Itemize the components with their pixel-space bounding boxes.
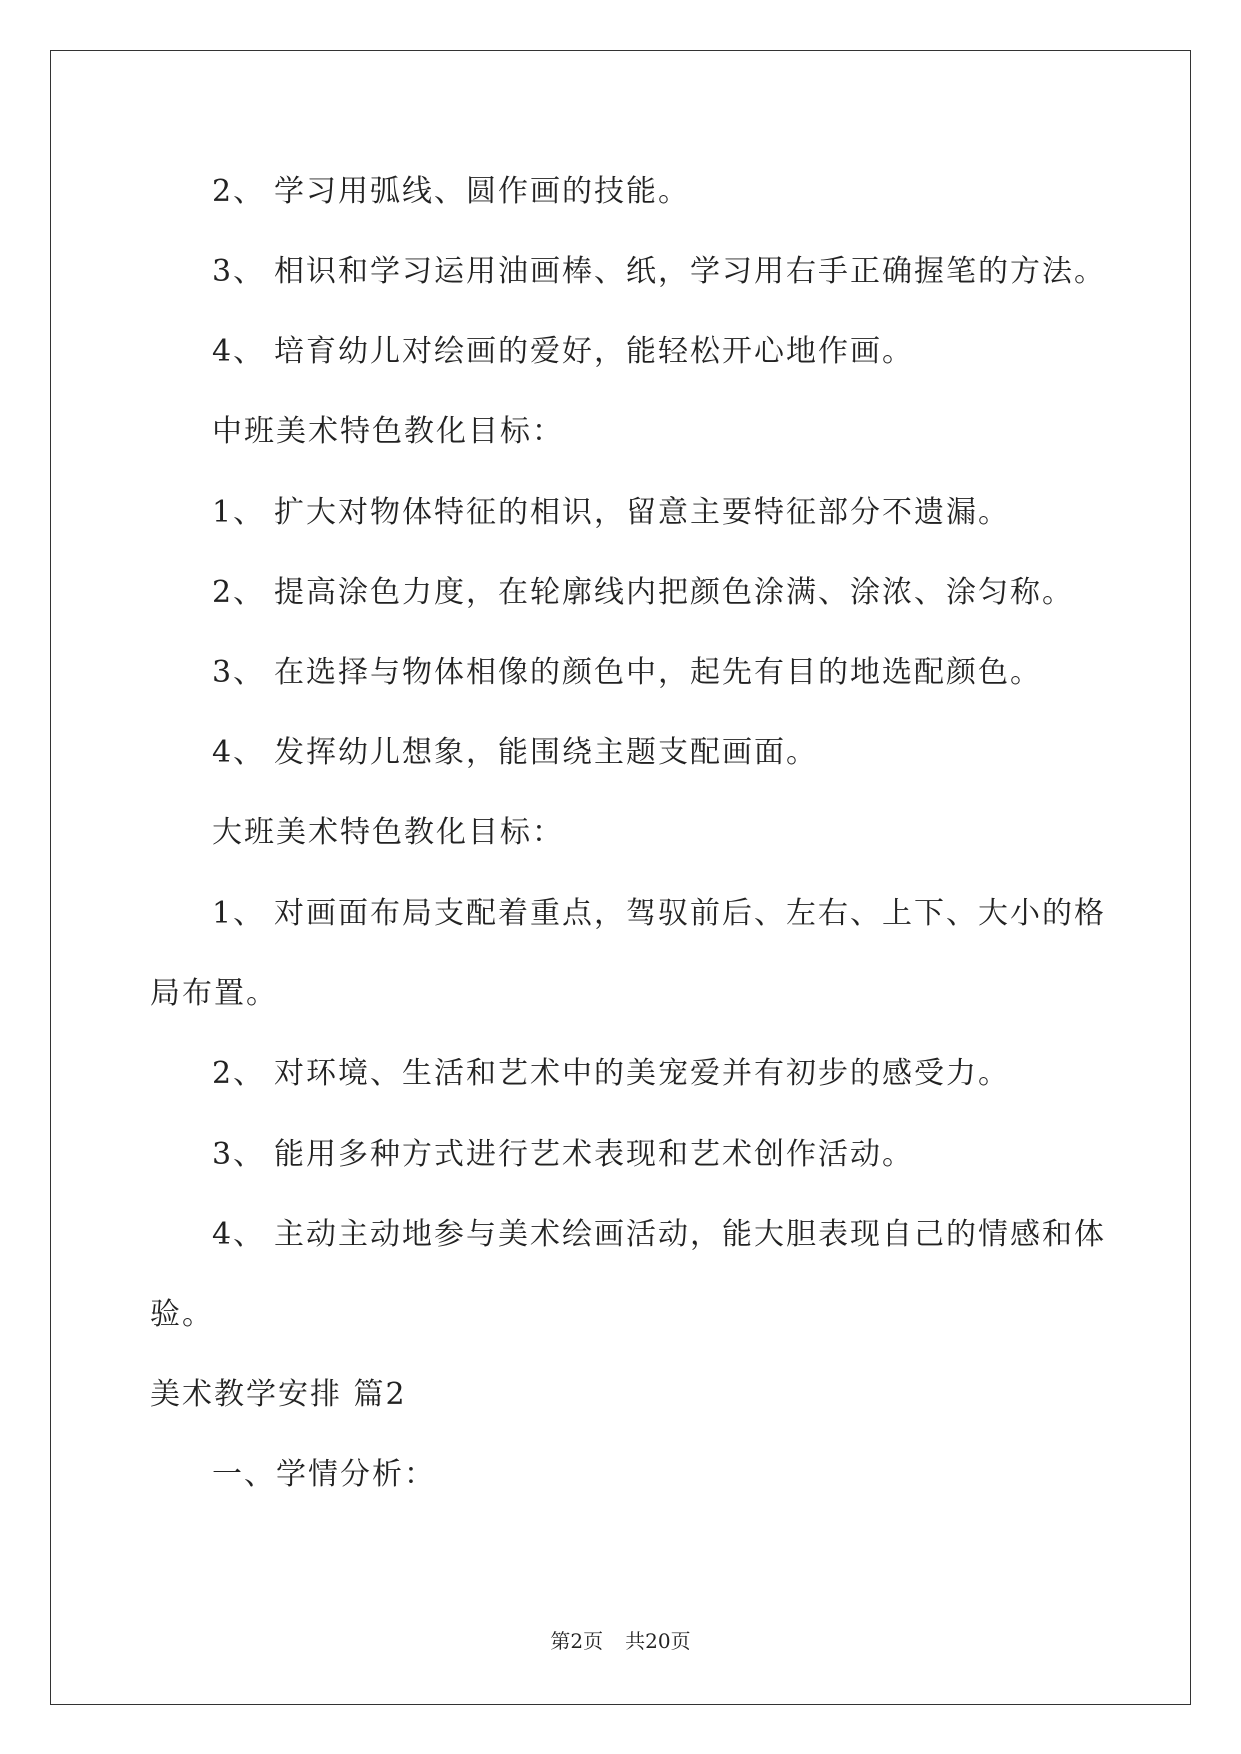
goal-item [212, 656, 1042, 690]
item-number: 4、 [212, 334, 266, 369]
page-total: 共20页 [625, 1629, 691, 1653]
goal-item [212, 255, 1106, 289]
section-heading: 大班美术特色教化目标： [212, 815, 564, 850]
item-number: 2、 [212, 1056, 266, 1091]
goal-item [212, 496, 1010, 530]
page-number: 第2页 [550, 1629, 604, 1653]
item-number: 3、 [212, 254, 266, 289]
item-text: 相识和学习运用油画棒、纸，学习用右手正确握笔的方法。 [274, 254, 1106, 289]
goal-item-continuation: 验。 [150, 1297, 214, 1332]
item-number: 4、 [212, 735, 266, 770]
goal-item [212, 576, 1074, 610]
item-number: 1、 [212, 896, 266, 931]
item-number: 3、 [212, 1137, 266, 1172]
item-number: 1、 [212, 495, 266, 530]
goal-item [212, 175, 690, 209]
goal-item [212, 1138, 914, 1172]
item-text: 能用多种方式进行艺术表现和艺术创作活动。 [274, 1137, 914, 1172]
item-text: 对环境、生活和艺术中的美宠爱并有初步的感受力。 [274, 1056, 1010, 1091]
item-text: 发挥幼儿想象，能围绕主题支配画面。 [274, 735, 818, 770]
goal-item [212, 1218, 1106, 1252]
goal-item [212, 736, 818, 770]
item-text: 扩大对物体特征的相识，留意主要特征部分不遗漏。 [274, 495, 1010, 530]
item-text: 在选择与物体相像的颜色中，起先有目的地选配颜色。 [274, 655, 1042, 690]
item-text: 学习用弧线、圆作画的技能。 [274, 174, 690, 209]
item-text: 对画面布局支配着重点，驾驭前后、左右、上下、大小的格 [274, 896, 1106, 931]
item-number: 2、 [212, 174, 266, 209]
goal-item [212, 335, 914, 369]
item-number: 4、 [212, 1217, 266, 1252]
item-text: 提高涂色力度，在轮廓线内把颜色涂满、涂浓、涂匀称。 [274, 575, 1074, 610]
item-number: 3、 [212, 655, 266, 690]
section-heading: 中班美术特色教化目标： [212, 414, 564, 449]
item-text: 培育幼儿对绘画的爱好，能轻松开心地作画。 [274, 334, 914, 369]
article-title: 美术教学安排 篇2 [150, 1377, 407, 1412]
item-number: 2、 [212, 575, 266, 610]
goal-item [212, 897, 1106, 931]
section-heading: 一、学情分析： [212, 1457, 436, 1492]
goal-item [212, 1057, 1010, 1091]
page-footer [0, 1629, 1241, 1653]
item-text: 主动主动地参与美术绘画活动，能大胆表现自己的情感和体 [274, 1217, 1106, 1252]
goal-item-continuation: 局布置。 [150, 976, 278, 1011]
